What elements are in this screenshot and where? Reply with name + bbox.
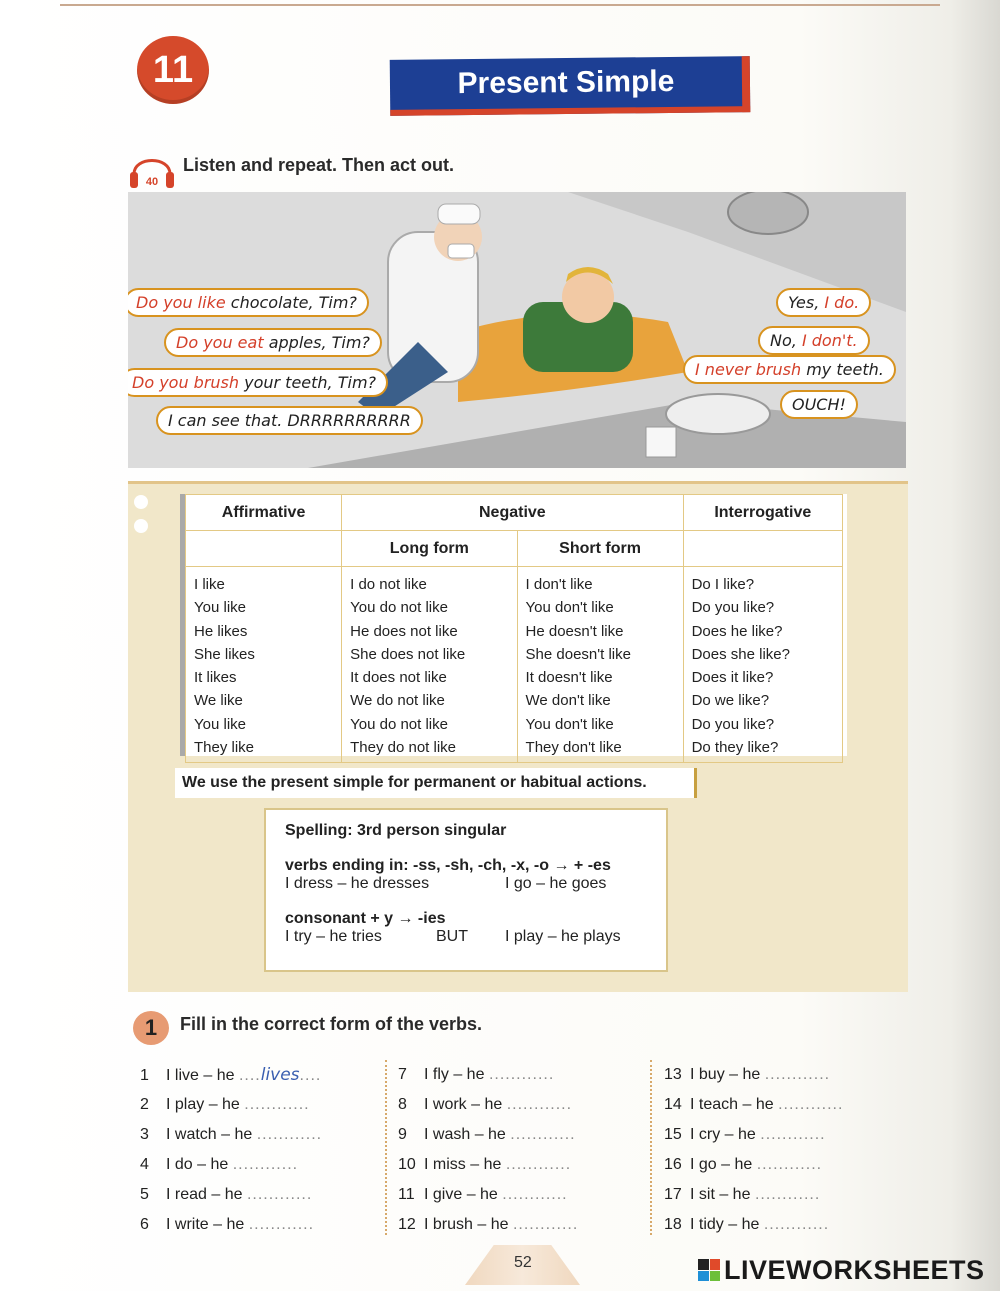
speech-bubble-right-1: Yes, I do. (776, 288, 871, 317)
exercise-instruction: Fill in the correct form of the verbs. (180, 1014, 483, 1034)
spelling-heading: Spelling: 3rd person singular (285, 822, 507, 839)
short-form-column: I don't like You don't like He doesn't like She doesn't like It doesn't like We don't like You don't like They don't like (517, 567, 683, 763)
speech-bubble-left-3: Do you brush your teeth, Tim? (128, 368, 388, 397)
dentist-illustration (128, 192, 906, 468)
answer-blank[interactable]: ............ (502, 1186, 568, 1203)
speech-bubble-right-2: No, I don't. (758, 326, 870, 355)
liveworksheets-logo-icon (698, 1259, 720, 1281)
page-title: Present Simple (390, 56, 751, 116)
answer-blank[interactable]: ............ (256, 1126, 323, 1143)
speech-bubble-left-4: I can see that. DRRRRRRRRRR (156, 406, 423, 435)
exercise-item: 9 I wash – he ............ (398, 1126, 576, 1143)
headphones-icon (128, 146, 176, 190)
exercise-item: 12 I brush – he ............ (398, 1216, 579, 1233)
exercise-item: 18 I tidy – he ............ (664, 1216, 830, 1233)
exercise-item: 11 I give – he ............ (398, 1186, 568, 1203)
spelling-examples-ies: I try – he tries BUT I play – he plays (285, 928, 621, 945)
answer-blank[interactable]: ............ (510, 1126, 576, 1143)
header-short-form: Short form (517, 531, 683, 567)
listening-instruction: Listen and repeat. Then act out. (183, 155, 455, 175)
exercise-item: 8 I work – he ............ (398, 1096, 573, 1113)
header-negative: Negative (342, 495, 683, 531)
exercise-column-1 (140, 1062, 322, 1242)
spelling-rule-ies: consonant + y → -ies (285, 910, 446, 927)
exercise-item: 1 I live – he ....lives.... (140, 1065, 322, 1085)
exercise-item: 7 I fly – he ............ (398, 1066, 555, 1083)
answer-blank[interactable]: ............ (246, 1186, 313, 1203)
column-divider (650, 1060, 652, 1235)
answer-blank[interactable]: ............ (754, 1186, 821, 1203)
speech-bubble-left-2: Do you eat apples, Tim? (164, 328, 382, 357)
speech-bubble-left-1: Do you like chocolate, Tim? (128, 288, 369, 317)
spelling-examples-es: I dress – he dresses I go – he goes (285, 875, 607, 892)
exercise-item: 16 I go – he ............ (664, 1156, 823, 1173)
exercise-item: 13 I buy – he ............ (664, 1066, 831, 1083)
exercise-column-3 (664, 1062, 843, 1242)
answer-blank[interactable]: ............ (778, 1096, 844, 1113)
answer-blank[interactable]: ............ (248, 1216, 315, 1233)
liveworksheets-watermark: LIVEWORKSHEETS (698, 1255, 985, 1285)
exercise-item: 6 I write – he ............ (140, 1216, 315, 1233)
answer-blank[interactable]: ............ (505, 1156, 572, 1173)
exercise-column-2 (398, 1062, 578, 1242)
interrogative-column: Do I like? Do you like? Does he like? Does she like? Does it like? Do we like? Do you like? Do they like? (683, 567, 842, 763)
exercise-item: 14 I teach – he ............ (664, 1096, 844, 1113)
answer-blank[interactable]: ............ (760, 1126, 826, 1143)
exercise-item: 15 I cry – he ............ (664, 1126, 826, 1143)
exercise-number-badge: 1 (133, 1011, 169, 1045)
exercise-item: 5 I read – he ............ (140, 1186, 313, 1203)
header-affirmative: Affirmative (186, 495, 342, 531)
conjugation-table (185, 494, 843, 763)
page-number: 52 (514, 1254, 532, 1271)
exercise-item: 2 I play – he ............ (140, 1096, 310, 1113)
answer-blank[interactable]: ............ (764, 1066, 831, 1083)
answer-blank[interactable]: ............ (488, 1066, 555, 1083)
usage-note: We use the present simple for permanent or habitual actions. (175, 768, 697, 798)
unit-number-badge: 11 (137, 36, 209, 104)
answer-blank[interactable]: ............ (763, 1216, 830, 1233)
speech-bubble-right-3: I never brush my teeth. (683, 355, 896, 384)
answer-blank[interactable]: ............ (512, 1216, 579, 1233)
exercise-item: 4 I do – he ............ (140, 1156, 299, 1173)
exercise-item: 17 I sit – he ............ (664, 1186, 821, 1203)
answer-blank[interactable]: ............ (756, 1156, 823, 1173)
header-long-form: Long form (342, 531, 517, 567)
exercise-item: 3 I watch – he ............ (140, 1126, 323, 1143)
speech-bubble-right-4: OUCH! (780, 390, 858, 419)
panel-dots (134, 495, 148, 543)
answer-blank[interactable]: ............ (506, 1096, 573, 1113)
answer-blank[interactable]: ............ (232, 1156, 299, 1173)
long-form-column: I do not like You do not like He does not like She does not like It does not like We do not like You do not like They do not like (342, 567, 517, 763)
spelling-rule-es: verbs ending in: -ss, -sh, -ch, -x, -o → + -es (285, 857, 611, 874)
column-divider (385, 1060, 387, 1235)
answer-blank[interactable]: ............ (244, 1096, 310, 1113)
header-interrogative: Interrogative (683, 495, 842, 531)
audio-track-number: 40 (145, 176, 159, 188)
answer-field[interactable]: lives (260, 1065, 300, 1085)
top-rule (60, 4, 940, 6)
spelling-box (264, 808, 668, 972)
exercise-item: 10 I miss – he ............ (398, 1156, 572, 1173)
affirmative-column: I like You like He likes She likes It likes We like You like They like (186, 567, 342, 763)
